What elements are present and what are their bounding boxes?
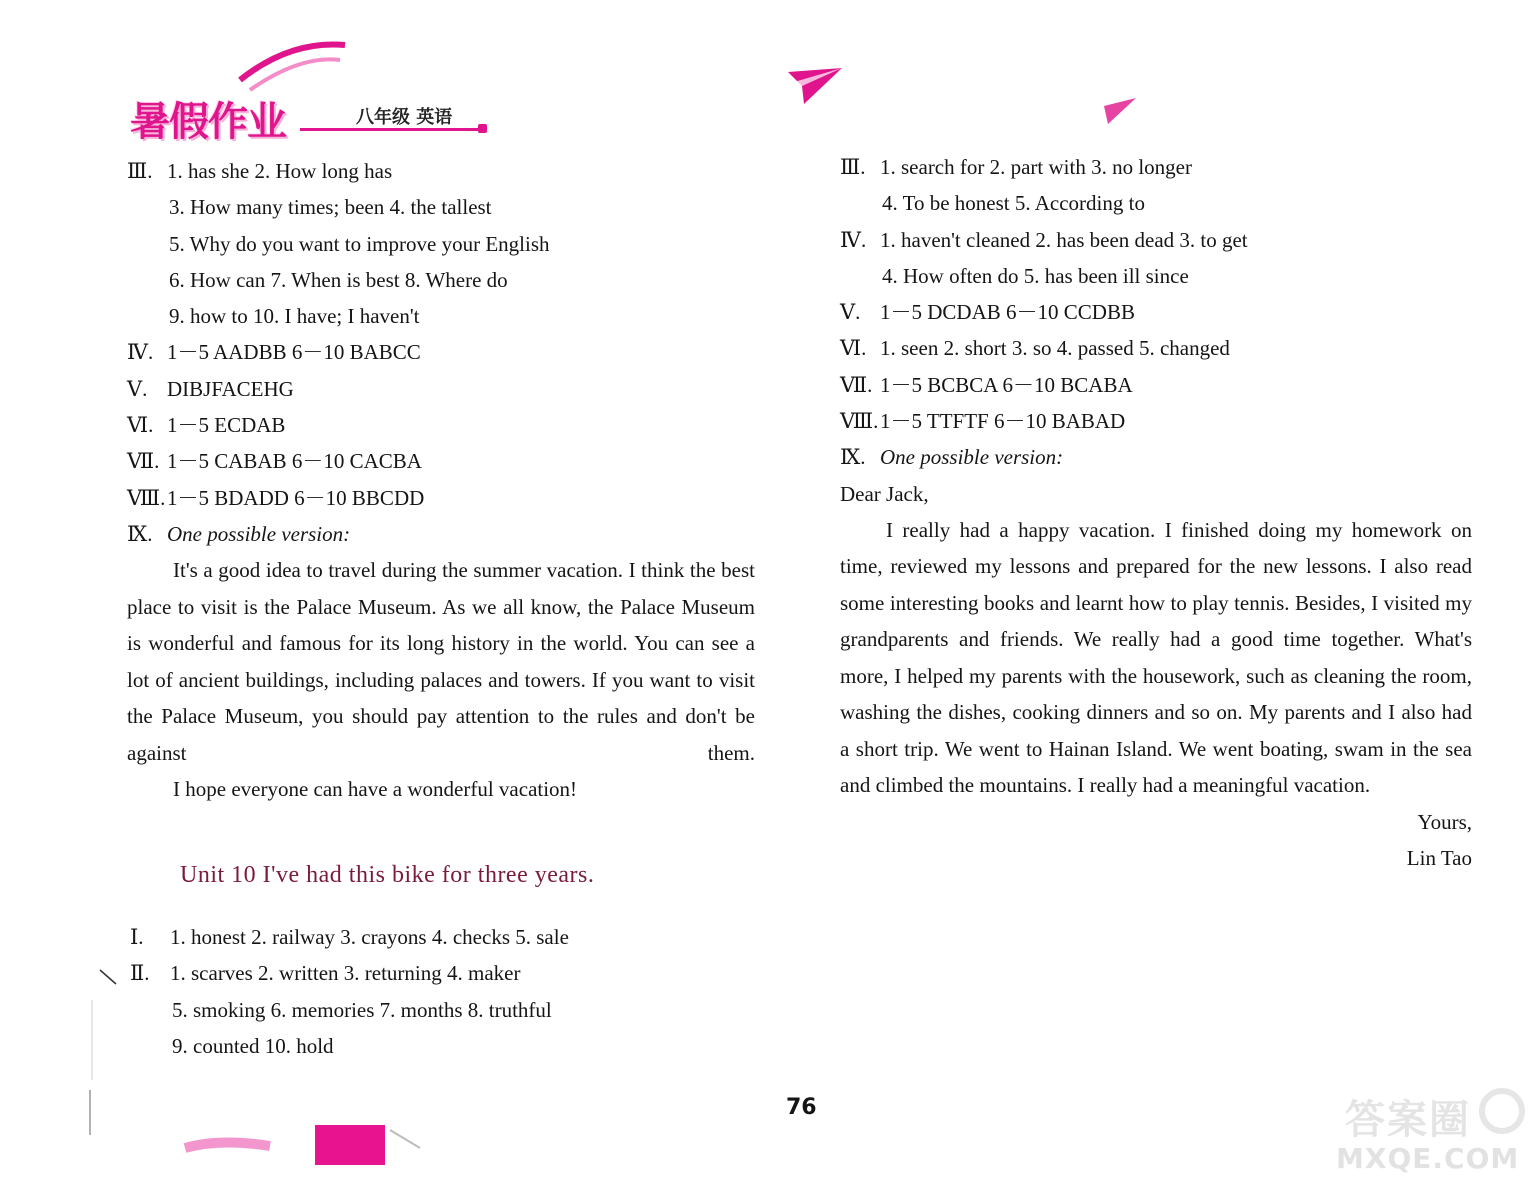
margin-mark-decoration: [70, 960, 120, 1140]
answer-line: [840, 294, 1472, 330]
section-number: Ⅷ.: [127, 485, 166, 510]
answer-text: 5. smoking 6. memories 7. months 8. truthful: [172, 997, 552, 1022]
answer-line: [130, 919, 758, 955]
answer-line: [840, 330, 1472, 366]
answer-line: [130, 992, 758, 1028]
answer-text: 1. haven't cleaned 2. has been dead 3. to get: [880, 227, 1248, 252]
book-series-title: 暑假作业: [130, 99, 286, 145]
section-number: Ⅳ.: [840, 227, 867, 252]
answer-line: [127, 226, 755, 262]
answer-text: 1－5 CABAB 6－10 CACBA: [167, 449, 422, 474]
answer-text: 3. How many times; been 4. the tallest: [169, 195, 492, 220]
answer-line: [840, 258, 1472, 294]
answer-line: [840, 185, 1472, 221]
letter-closing: Yours,: [1417, 809, 1472, 834]
banner-dot: [478, 124, 487, 133]
answer-text: 5. Why do you want to improve your English: [169, 231, 550, 256]
essay-closing-paragraph: I hope everyone can have a wonderful vacation!: [173, 777, 578, 802]
unit-title: Unit 10 I've had this bike for three years.: [180, 862, 595, 888]
answer-text: 9. counted 10. hold: [172, 1033, 334, 1058]
section-number: Ⅲ.: [840, 155, 866, 179]
answer-line: [127, 334, 755, 370]
answer-line: [840, 367, 1472, 403]
left-column: [127, 153, 755, 808]
answer-text: 1－5 AADBB 6－10 BABCC: [167, 340, 421, 365]
page-number: 76: [786, 1095, 817, 1120]
essay-label-text: One possible version:: [880, 445, 1064, 470]
answer-line: [127, 480, 755, 516]
watermark-text: 答案圈: [1345, 1097, 1471, 1143]
section-number: Ⅸ.: [840, 445, 866, 470]
answer-line: [127, 443, 755, 479]
section-number: Ⅶ.: [840, 372, 873, 397]
watermark-url: MXQE.COM: [1336, 1142, 1520, 1175]
right-column: [840, 149, 1472, 877]
answer-text: 1－5 TTFTF 6－10 BABAD: [880, 409, 1126, 434]
answer-line: [127, 262, 755, 298]
answer-line: [840, 403, 1472, 439]
bottom-brush-decoration: [180, 1120, 430, 1170]
answer-text: 1－5 BDADD 6－10 BBCDD: [167, 485, 425, 510]
paper-plane-icon: [786, 66, 844, 106]
answer-line: [840, 222, 1472, 258]
answer-text: 1－5 BCBCA 6－10 BCABA: [880, 372, 1133, 397]
answer-line: [127, 153, 755, 189]
answer-text: 4. To be honest 5. According to: [882, 191, 1145, 216]
essay-paragraph: It's a good idea to travel during the summer vacation. I think the best place to visit is the Palace Museum. As we all know, the Palace Museum is wonderful and famous for its long history in the world. You can see a lot of ancient buildings, including palaces and towers. If you want to visit the Palace Museum, you should pay attention to the rules and don't be against them.: [127, 558, 755, 765]
section-number: Ⅴ.: [840, 300, 861, 325]
answer-text: 4. How often do 5. has been ill since: [882, 263, 1189, 288]
essay-label: [127, 516, 755, 552]
answer-text: 1. honest 2. railway 3. crayons 4. checks 5. sale: [170, 925, 569, 949]
letter-body: I really had a happy vacation. I finished doing my homework on time, reviewed my lessons and prepared for the new lessons. I also read some interesting books and learnt how to play tennis. Besides, I visited my grandparents and friends. We really had a good time together. What's more, I helped my parents with the housework, such as cleaning the room, washing the dishes, cooking dinners and so on. My parents and I also had a short trip. We went to Hainan Island. We went boating, swam in the sea and climbed the mountains. I really had a meaningful vacation.: [840, 517, 1472, 798]
answer-line: [130, 955, 758, 991]
answer-line: [840, 149, 1472, 185]
section-number: Ⅰ.: [130, 925, 144, 949]
answer-text: DIBJFACEHG: [167, 376, 294, 401]
section-number: Ⅱ.: [130, 961, 150, 986]
answer-text: 1. search for 2. part with 3. no longer: [880, 155, 1192, 179]
section-number: Ⅸ.: [127, 521, 153, 546]
answer-text: 9. how to 10. I have; I haven't: [169, 304, 420, 329]
answer-text: 1. has she 2. How long has: [167, 159, 393, 183]
small-paper-plane-icon: [1100, 96, 1140, 126]
section-number: Ⅶ.: [127, 449, 160, 474]
section-number: Ⅷ.: [840, 409, 879, 434]
answer-text: 1－5 ECDAB: [167, 413, 286, 438]
answer-text: 6. How can 7. When is best 8. Where do: [169, 267, 508, 292]
answer-line: [130, 1028, 758, 1064]
essay-label-text: One possible version:: [167, 521, 351, 546]
section-number: Ⅵ.: [127, 413, 154, 438]
letter-signature: Lin Tao: [1406, 846, 1472, 871]
essay-label: [840, 439, 1472, 475]
letter-salutation: Dear Jack,: [840, 481, 929, 506]
answer-text: 1. seen 2. short 3. so 4. passed 5. changed: [880, 336, 1230, 361]
section-number: Ⅲ.: [127, 159, 153, 183]
answer-line: [127, 298, 755, 334]
answer-line: [127, 371, 755, 407]
section-number: Ⅳ.: [127, 340, 154, 365]
answer-line: [127, 189, 755, 225]
answer-text: 1. scarves 2. written 3. returning 4. maker: [170, 961, 521, 986]
grade-subject-label: 八年级 英语: [356, 107, 453, 128]
section-number: Ⅴ.: [127, 376, 148, 401]
banner-underline: [300, 128, 486, 131]
unit-answers: [130, 919, 758, 1064]
answer-text: 1－5 DCDAB 6－10 CCDBB: [880, 300, 1135, 325]
answer-line: [127, 407, 755, 443]
section-number: Ⅵ.: [840, 336, 867, 361]
